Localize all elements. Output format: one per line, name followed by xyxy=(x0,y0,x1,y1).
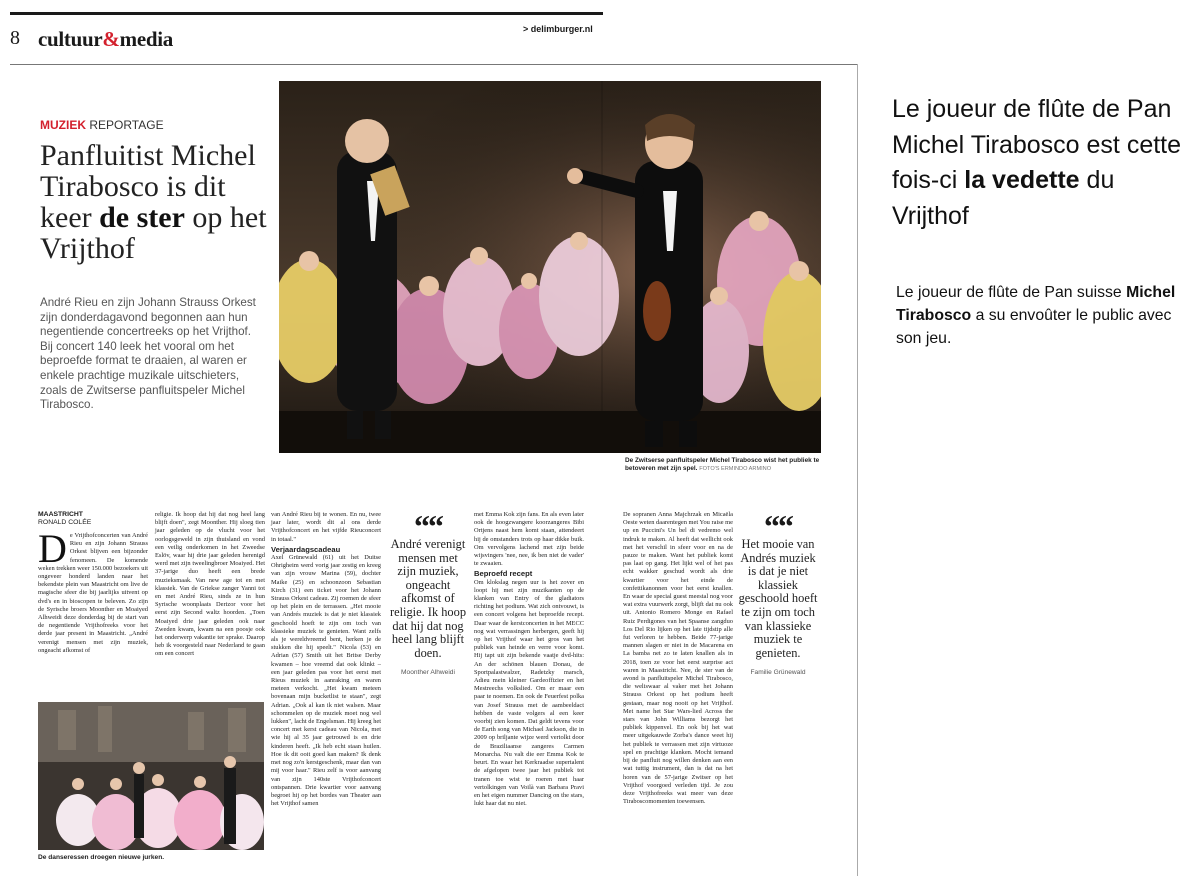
column-4-text-a: met Emma Kok zijn fans. En als even later ook de hoogzwangere koorzangeres Bibi Ortjens naast hem komt staan, attendeert hij de omstanders trots op haar dikke buik. Om vervolgens lachend met zijn beide wijsvingers 'nee, nee, ik ben niet de vader' te zwaaien. xyxy=(474,511,584,568)
headline xyxy=(40,140,280,264)
header-divider xyxy=(10,64,857,65)
pull-quote-2-text: Het mooie van Andrés muziek is dat je niet klassiek geschoold hoeft te zijn om toch van klassieke muziek te genieten. xyxy=(738,537,818,660)
body-column-1 xyxy=(38,526,148,655)
photo-credit: FOTO'S ERMINDO ARMINO xyxy=(699,466,772,473)
column-2-text: religie. Ik hoop dat hij dat nog heel lang blijft doen", zegt Moonther. Hij sloeg tien jaar geleden op de vlucht voor het oorlogsgeweld in zijn thuisland en vond een veilig onderkomen in het Zweedse Eslöv, waar hij drie jaar geleden herenigd werd met zijn tweelingbroer Moaiyed. Het 37-jarige duo heeft een brede muzieksmaak. Van new age tot en met klassiek. Van de Griekse zanger Yanni tot en met André Rieu, sinds ze in hun Syrische woonplaats Derizor voor het eerst zijn Second waltz hoorden. „Toen Moaiyed drie jaar geleden ook naar Zweden kwam, kwam na een poosje ook het onderwerp vakantie ter sprake. Daarop heb ik voorgesteld naar Nederland te gaan om een concert xyxy=(155,511,265,658)
kicker-type: REPORTAGE xyxy=(89,118,164,132)
main-photo-caption xyxy=(625,457,825,473)
subheading-beproefd-recept: Beproefd recept xyxy=(474,569,533,579)
column-5-text: De sopranen Anna Majchrzak en Micaëla Oeste weten daarentegen met You raise me up en Puccini's Un bel di vedremo wel indruk te maken. Al heeft dat wellicht ook met het verschil in sfeer voor en na de pauze te maken. Want het publiek komt pas laat op gang. Het lijkt wel of het pas echt wakker geschud wordt als drie kwartier voor het einde de confettikanonnen voor het eerst knallen. En waar de special guest meestal nog voor wat extra vuurwerk zorgt, blijft dat nu ook uit. Antonio Romero Monge en Rafael Ruiz Perdigones van het Spaanse zangduo Los Del Rio lijken op het late tijdstip alle fut verloren te hebben. Beide 77-jarige mannen slagen er niet in de Macarena en La bamba net zo te laten knallen als in 2018, toen ze voor het eerst surprise act waren in Maastricht. Nee, de ster van de avond is panfluitspeler Michel Tirabosco, die weliswaar al vaker met het Johann Strauss Orkest op het podium heeft gestaan, maar nog nooit op het Vrijthof. Met name het Star Wars-lied Across the stars van John Williams bezorgt het publiek kippenvel. En ook bij het wat meer uitgekauwde Zorba's dance weet hij het publiek te verrassen met zijn virtuoze spel en prachtige klanken. Mocht iemand bij de panfluit nog willen denken aan een wat tuttig instrument, dan is dat na het horen van de 57-jarige Zwitser op het Vrijthof voorgoed verleden tijd. Je zou deze Vrijthofreeks wat meer van deze Tiraboscomomenten toewensen. xyxy=(623,511,733,806)
section-title xyxy=(38,27,173,52)
translation-body-pre: Le joueur de flûte de Pan suisse xyxy=(896,284,1122,301)
dancers-caption: De danseressen droegen nieuwe jurken. xyxy=(38,854,165,861)
subheading-verjaardagscadeau: Verjaardagscadeau xyxy=(271,544,341,554)
pull-quote-1-author: Moonther Alhweidi xyxy=(401,669,455,677)
body-column-5 xyxy=(623,511,733,806)
column-3-text-a: van André Rieu bij te wonen. En nu, twee jaar later, wordt dit al ons derde Vrijthofconcert en het vijfde Rieuconcert in totaal." xyxy=(271,511,381,543)
pull-quote-2 xyxy=(738,508,818,677)
section-title-part-a: cultuur xyxy=(38,27,103,51)
concert-stage-illustration xyxy=(279,81,821,453)
pull-quote-1-text: André verenigt mensen met zijn muziek, ongeacht afkomst of religie. Ik hoop dat hij dat nog heel lang blijft doen. xyxy=(389,537,467,660)
translation-title-pre: Le joueur de flûte de Pan Michel Tirabosco est cette fois-ci xyxy=(892,95,1182,194)
intro-paragraph: André Rieu en zijn Johann Strauss Orkest zijn donderdagavond begonnen aan hun negentiende concertreeks op het Vrijthof. Bij concert 140 leek het vooral om het beproefde format te draaien, al waren er enkele prachtige muzikale uitschieters, zoals de Zwitserse panfluitspeler Michel Tirabosco. xyxy=(40,296,256,412)
translation-body-post: a su envoûter le public avec son jeu. xyxy=(896,307,1172,347)
section-ampersand: & xyxy=(102,27,120,51)
main-caption-text: De Zwitserse panfluitspeler Michel Tirabosco wist het publiek te betoveren met zijn spel. xyxy=(625,457,820,473)
byline-place: MAASTRICHT xyxy=(38,511,83,518)
byline-author: RONALD COLÉE xyxy=(38,519,92,526)
section-title-part-b: media xyxy=(119,27,173,51)
main-photo xyxy=(279,81,821,453)
header-rule xyxy=(10,12,603,15)
translation-title-post: du Vrijthof xyxy=(892,166,1115,230)
quote-mark-icon: ““ xyxy=(414,508,442,544)
column-4-text-b xyxy=(474,570,584,808)
translation-body-bold: Michel Tirabosco xyxy=(896,284,1176,324)
site-link[interactable]: > delimburger.nl xyxy=(523,24,593,34)
kicker xyxy=(40,118,164,132)
dancers-photo xyxy=(38,702,264,850)
headline-pre: Panfluitist Michel Tirabosco is dit keer xyxy=(40,139,256,234)
pull-quote-2-author: Familie Grünewald xyxy=(750,669,806,677)
body-column-4 xyxy=(474,511,584,808)
page-edge-divider xyxy=(857,64,858,876)
column-1-text xyxy=(38,526,148,655)
drop-cap: D xyxy=(38,526,67,571)
dancers-illustration xyxy=(38,702,264,850)
column-3-body: Axel Grünewald (61) uit het Duitse Ohrigheim werd vorig jaar zestig en kreeg van zijn vrouw Marina (59), dochter Maike (25) en schoonzoon Sebastian Kirch (31) een ticket voor het Johann Strauss Orkest cadeau. Zij roemen de sfeer op het plein en de terrassen. „Het mooie van Andrés muziek is dat je niet klassiek geschoold hoeft te zijn om toch van klassieke muziek te genieten. Want zelfs als je wereldvreemd bent, herken je de stukken die hij speelt." Nicola (53) en Adrian (57) Smith uit het Britse Derby kwamen – hoe vreemd dat ook klinkt – een jaar geleden pas voor het eerst met Rieus muziek in aanraking en waren meteen verkocht. „Het kwam meteen bovenaan mijn bucketlist te staan", zegt Adrian. „Ook al kan ik niet walsen. Maar schommelen op de muziek moet nog wel lukken", lacht de Engelsman. Hij kreeg het concert met kerst cadeau van Nicola, met wie hij al 35 jaar getrouwd is en drie kinderen heeft. „Ik heb echt staan huilen. Hoe ik dit ooit goed kan maken? Ik denk met nog zo'n kerstgeschenk, maar dan van mij voor haar." Rieu zelf is voor aanvang van zijn 140ste Vrijthofconcert ontspannen. Drie kwartier voor aanvang begroet hij op het bordes van Theater aan het Vrijthof samen xyxy=(271,554,381,808)
column-1-body: e Vrijthofconcerten van André Rieu en zijn Johann Strauss Orkest blijven een bijzonder fenomeen. De komende weken trekken weer 150.000 bezoekers uit ongeveer honderd landen naar het bekendste plein van Maastricht om live de magische sfeer die bij jaarlijks uitvent op dvd's en in bioscopen te beleven. Zo zijn de Syrische broers Moonther en Moaiyed Alhweidi deze donderdag bij de start van de negentiende Vrijthofreeks voor het derde jaar present in Maastricht. „André verenigt mensen met zijn muziek, ongeacht afkomst of xyxy=(38,532,148,654)
translation-title-bold: la vedette xyxy=(964,166,1080,194)
pull-quote-1 xyxy=(388,508,468,677)
quote-mark-icon: ““ xyxy=(764,508,792,544)
translation-body xyxy=(896,281,1186,350)
page-number: 8 xyxy=(10,27,20,49)
column-4-body: Om klokslag negen uur is het zover en loopt hij met zijn muzikanten op de klanken van Entry of the gladiators richting het podium. Wat zich ontvouwt, is een concert volgens het beproefde recept. Daar waar de kerstconcerten in het MECC nog wat verrassingen herbergen, geeft hij op het Vrijthof waar het gros van het publiek van heinde en verre voor komt. Hij tapt uit zijn bekende vaatje dvd-hits: An der schönen blauen Donau, de Sportpalastwalzer, Radetzky marsch, Adieu mein kleiner Gardeoffizier en het Mestreechs volkslied. Om er maar een paar te noemen. En ook de Feuerfest polka van Josef Strauss met de aambeeldact hebben de vaste volgers al een keer voorbij zien komen. Dat geldt tevens voor de Earth song van Michael Jackson, die in 2009 op briljante wijze werd vertolkt door de Braziliaanse zangeres Carmen Monarcha. Nu valt die eer Emma Kok te beurt. En waar het Kerkraadse supertalent de afgelopen twee jaar het publiek tot tranen toe wist te roeren met haar vertolkingen van Voilà van Barbara Pravi en het eigen nummer Dancing on the stars, lukt haar dat nu niet. xyxy=(474,578,584,808)
column-3-text-b xyxy=(271,546,381,809)
body-column-2 xyxy=(155,511,265,659)
kicker-label: MUZIEK xyxy=(40,118,86,132)
body-column-3 xyxy=(271,511,381,808)
headline-post: op het Vrijthof xyxy=(40,201,267,265)
translation-title xyxy=(892,92,1182,234)
headline-bold: de ster xyxy=(99,201,185,234)
byline xyxy=(38,511,91,527)
